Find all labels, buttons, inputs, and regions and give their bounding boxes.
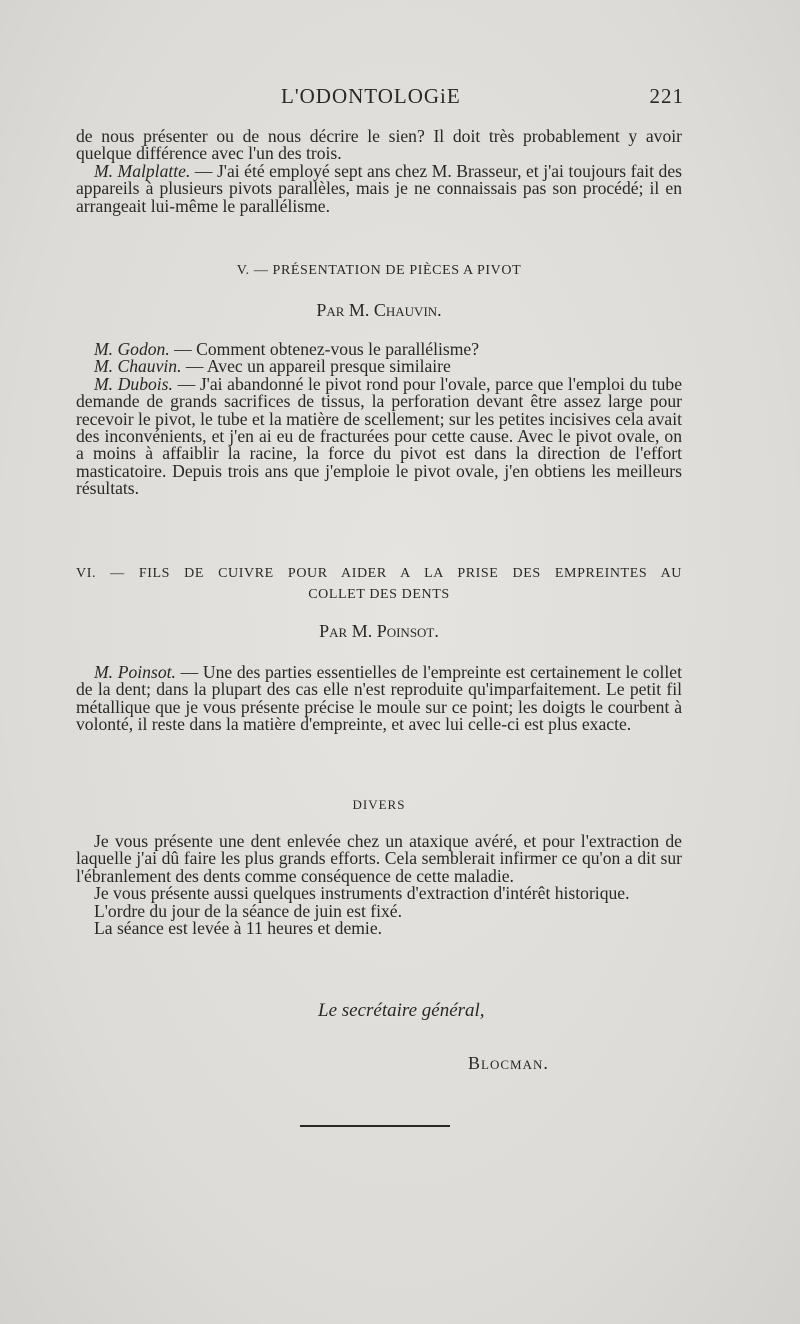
paragraph-poinsot: [76, 664, 682, 734]
speaker-godon: M. Godon.: [94, 339, 170, 359]
divers-heading: [76, 796, 682, 813]
paragraph-malplatte: [76, 160, 682, 216]
section-6-byline: Par M. Poinsot.: [319, 621, 439, 641]
section-6-body: [76, 664, 682, 734]
malplatte-text: — J'ai été employé sept ans chez M. Brasseur, et j'ai toujours fait des appareils à plusieurs pivots parallèles, mais je ne connaissais pas son procédé; il en arrangeait lui-même le parallélisme.: [76, 160, 682, 216]
section-5-title: V. — PRÉSENTATION DE PIÈCES A PIVOT: [236, 263, 522, 278]
chauvin-text: — Avec un appareil presque similaire: [181, 356, 451, 377]
section-5-byline-block: [76, 302, 682, 319]
signature-role: Le secrétaire général,: [318, 1000, 485, 1021]
section-5-byline: Par M. Chauvin.: [316, 300, 442, 320]
speaker-poinsot: M. Poinsot.: [94, 662, 176, 682]
section-6-byline-block: [76, 623, 682, 640]
speaker-malplatte: M. Malplatte.: [94, 160, 191, 181]
godon-text: — Comment obtenez-vous le parallélisme?: [169, 339, 480, 359]
speaker-dubois: M. Dubois.: [94, 373, 173, 394]
page-number: 221: [649, 84, 684, 108]
section-6-title-line-2: COLLET DES DENTS: [308, 587, 450, 603]
divers-paragraph-1: Je vous présente une dent enlevée chez un ataxique avéré, et pour l'extraction de laquelle j'ai dû faire les plus grands efforts. Cela semblerait infirmer ce qu'on a dit sur l'ébranlement des dents comme conséquence de cette maladie.: [76, 831, 682, 886]
signature-name-block: [468, 1053, 549, 1074]
section-6-title-line-1: VI. — FILS DE CUIVRE POUR AIDER A LA PRISE DES EMPREINTES AU: [76, 566, 682, 581]
divers-paragraph-3: L'ordre du jour de la séance de juin est fixé.: [94, 900, 403, 921]
signature-block: [318, 1000, 485, 1022]
section-5-body: [76, 341, 682, 498]
divers-title: DIVERS: [352, 797, 406, 812]
speaker-chauvin: M. Chauvin.: [94, 356, 182, 377]
closing-rule: [300, 1125, 450, 1127]
opening-paragraphs: [76, 128, 682, 215]
poinsot-text: — Une des parties essentielles de l'empreinte est certainement le collet de la dent; dans la plupart des cas elle n'est reproduite qu'imparfaitement. Le petit fil métallique que je vous présente précise le moule sur ce point; les doigts le courbent à volonté, il reste dans la matière d'empreinte, et avec lui celle-ci est plus exacte.: [76, 662, 682, 735]
section-5-heading: [76, 262, 682, 279]
running-title: L'ODONTOLOGiE: [281, 84, 461, 108]
dubois-text: — J'ai abandonné le pivot rond pour l'ovale, parce que l'emploi du tube demande de grands sacrifices de tissus, la perforation devant être assez large pour recevoir le pivot, le tube et la matière de scellement; sur les petites incisives cela avait des inconvénients, et j'en ai eu de fracturées pour cette cause. Avec le pivot ovale, on a moins à affaiblir la racine, la force du pivot est dans la direction de l'effort masticatoire. Depuis trois ans que j'emploie le pivot ovale, j'en obtiens les meilleurs résultats.: [76, 373, 683, 499]
divers-paragraph-2: Je vous présente aussi quelques instruments d'extraction d'intérêt historique.: [94, 883, 630, 904]
paragraph-dubois: [76, 373, 683, 499]
paragraph-1: de nous présenter ou de nous décrire le sien? Il doit très probablement y avoir quelque différence avec l'un des trois.: [76, 126, 682, 164]
divers-paragraph-4: La séance est levée à 11 heures et demie.: [94, 918, 383, 939]
divers-body: [76, 833, 682, 937]
section-6-heading: [76, 565, 682, 604]
signature-name: Blocman.: [468, 1053, 549, 1073]
